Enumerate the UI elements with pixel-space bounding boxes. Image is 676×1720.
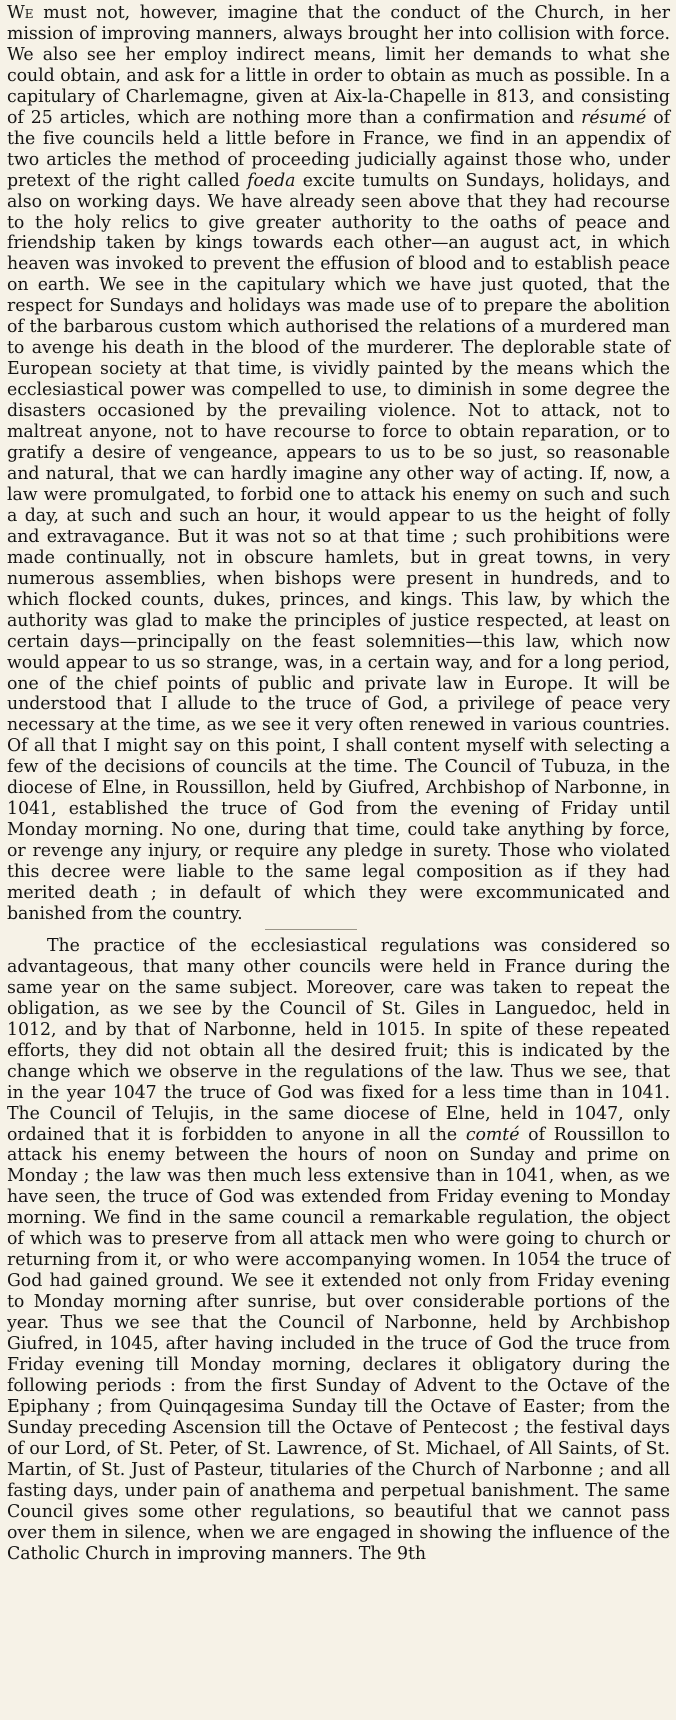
article-text [7,3,670,1565]
italic-term-foeda: foeda [247,170,296,191]
paragraph-1 [7,3,670,925]
paragraph-divider [265,929,357,930]
paragraph-2-text-1: The practice of the ecclesiastical regulations was considered so advantageous, that many other councils were held in France during the same year on the same subject. Moreover, care was taken to repeat the obligation, as we see by the Council of St. Giles in Languedoc, held in 1012, and by that of Narbonne, held in 1015. In spite of these repeated efforts, they did not obtain all the desired fruit; this is indicated by the change which we observe in the regulations of the law. Thus we see, that in the year 1047 the truce of God was fixed for a less time than in 1041. The Council of Telujis, in the same diocese of Elne, held in 1047, only ordained that it is forbidden to anyone in all the [7,935,670,1145]
italic-term-resume: résumé [581,107,647,128]
paragraph-2-text-2: of Roussillon to attack his enemy between the hours of noon on Sunday and prime on Monday ; the law was then much less extensive than in 1041, when, as we have seen, the truce of God was extended from Friday evening to Monday morning. We find in the same council a remarkable regulation, the object of which was to preserve from all attack men who were going to church or returning from it, or who were accompanying women. In 1054 the truce of God had gained ground. We see it extended not only from Friday evening to Monday morning after sunrise, but over considerable portions of the year. Thus we see that the Council of Narbonne, held by Archbishop Giufred, in 1045, after having included in the truce of God the truce from Friday evening till Monday morning, declares it obligatory during the following periods : from the first Sunday of Advent to the Octave of the Epiphany ; from Quinqagesima Sunday till the Octave of Easter; from the Sunday preceding Ascension till the Octave of Pentecost ; the festival days of our Lord, of St. Peter, of St. Lawrence, of St. Michael, of All Saints, of St. Martin, of St. Just of Pasteur, titularies of the Church of Narbonne ; and all fasting days, under pain of anathema and perpetual banishment. The same Council gives some other regulations, so beautiful that we cannot pass over them in silence, when we are engaged in showing the influence of the Catholic Church in improving manners. The 9th [7,1124,670,1564]
paragraph-1-text-2: of the five councils held a little before in France, we find in an appendix of two articles the method of proceeding judicially against those who, under pretext of the right called [7,107,670,191]
paragraph-lead-word: We [7,3,34,23]
italic-term-comte: comté [465,1124,520,1145]
paragraph-1-text-3: excite tumults on Sundays, holidays, and also on working days. We have already seen above that they had recourse to the holy relics to give greater authority to the oaths of peace and friendship taken by kings towards each other—an august act, in which heaven was invoked to prevent the effusion of blood and to establish peace on earth. We see in the capitulary which we have just quoted, that the respect for Sundays and holidays was made use of to prepare the abolition of the barbarous custom which authorised the relations of a murdered man to avenge his death in the blood of the murderer. The deplorable state of European society at that time, is vividly painted by the means which the ecclesiastical power was compelled to use, to diminish in some degree the disasters occasioned by the prevailing violence. Not to attack, not to maltreat anyone, not to have recourse to force to obtain reparation, or to gratify a desire of vengeance, appears to us to be so just, so reasonable and natural, that we can hardly imagine any other way of acting. If, now, a law were promulgated, to forbid one to attack his enemy on such and such a day, at such and such an hour, it would appear to us the height of folly and extravagance. But it was not so at that time ; such prohibitions were made continually, not in obscure hamlets, but in great towns, in very numerous assemblies, when bishops were present in hundreds, and to which flocked counts, dukes, princes, and kings. This law, by which the authority was glad to make the principles of justice respected, at least on certain days—principally on the feast solemnities—this law, which now would appear to us so strange, was, in a certain way, and for a long period, one of the chief points of public and private law in Europe. It will be understood that I allude to the truce of God, a privilege of peace very necessary at the time, as we see it very often renewed in various countries. Of all that I might say on this point, I shall content myself with selecting a few of the decisions of councils at the time. The Council of Tubuza, in the diocese of Elne, in Roussillon, held by Giufred, Archbishop of Narbonne, in 1041, established the truce of God from the evening of Friday until Monday morning. No one, during that time, could take anything by force, or revenge any injury, or require any pledge in surety. Those who violated this decree were liable to the same legal composition as if they had merited death ; in default of which they were excommunicated and banished from the country. [7,170,670,924]
paragraph-2 [7,936,670,1565]
paragraph-1-text-1: must not, however, imagine that the conduct of the Church, in her mission of improving manners, always brought her into collision with force. We also see her employ indirect means, limit her demands to what she could obtain, and ask for a little in order to obtain as much as possible. In a capitulary of Charlemagne, given at Aix-la-Chapelle in 813, and consisting of 25 articles, which are nothing more than a confirmation and [7,3,670,128]
